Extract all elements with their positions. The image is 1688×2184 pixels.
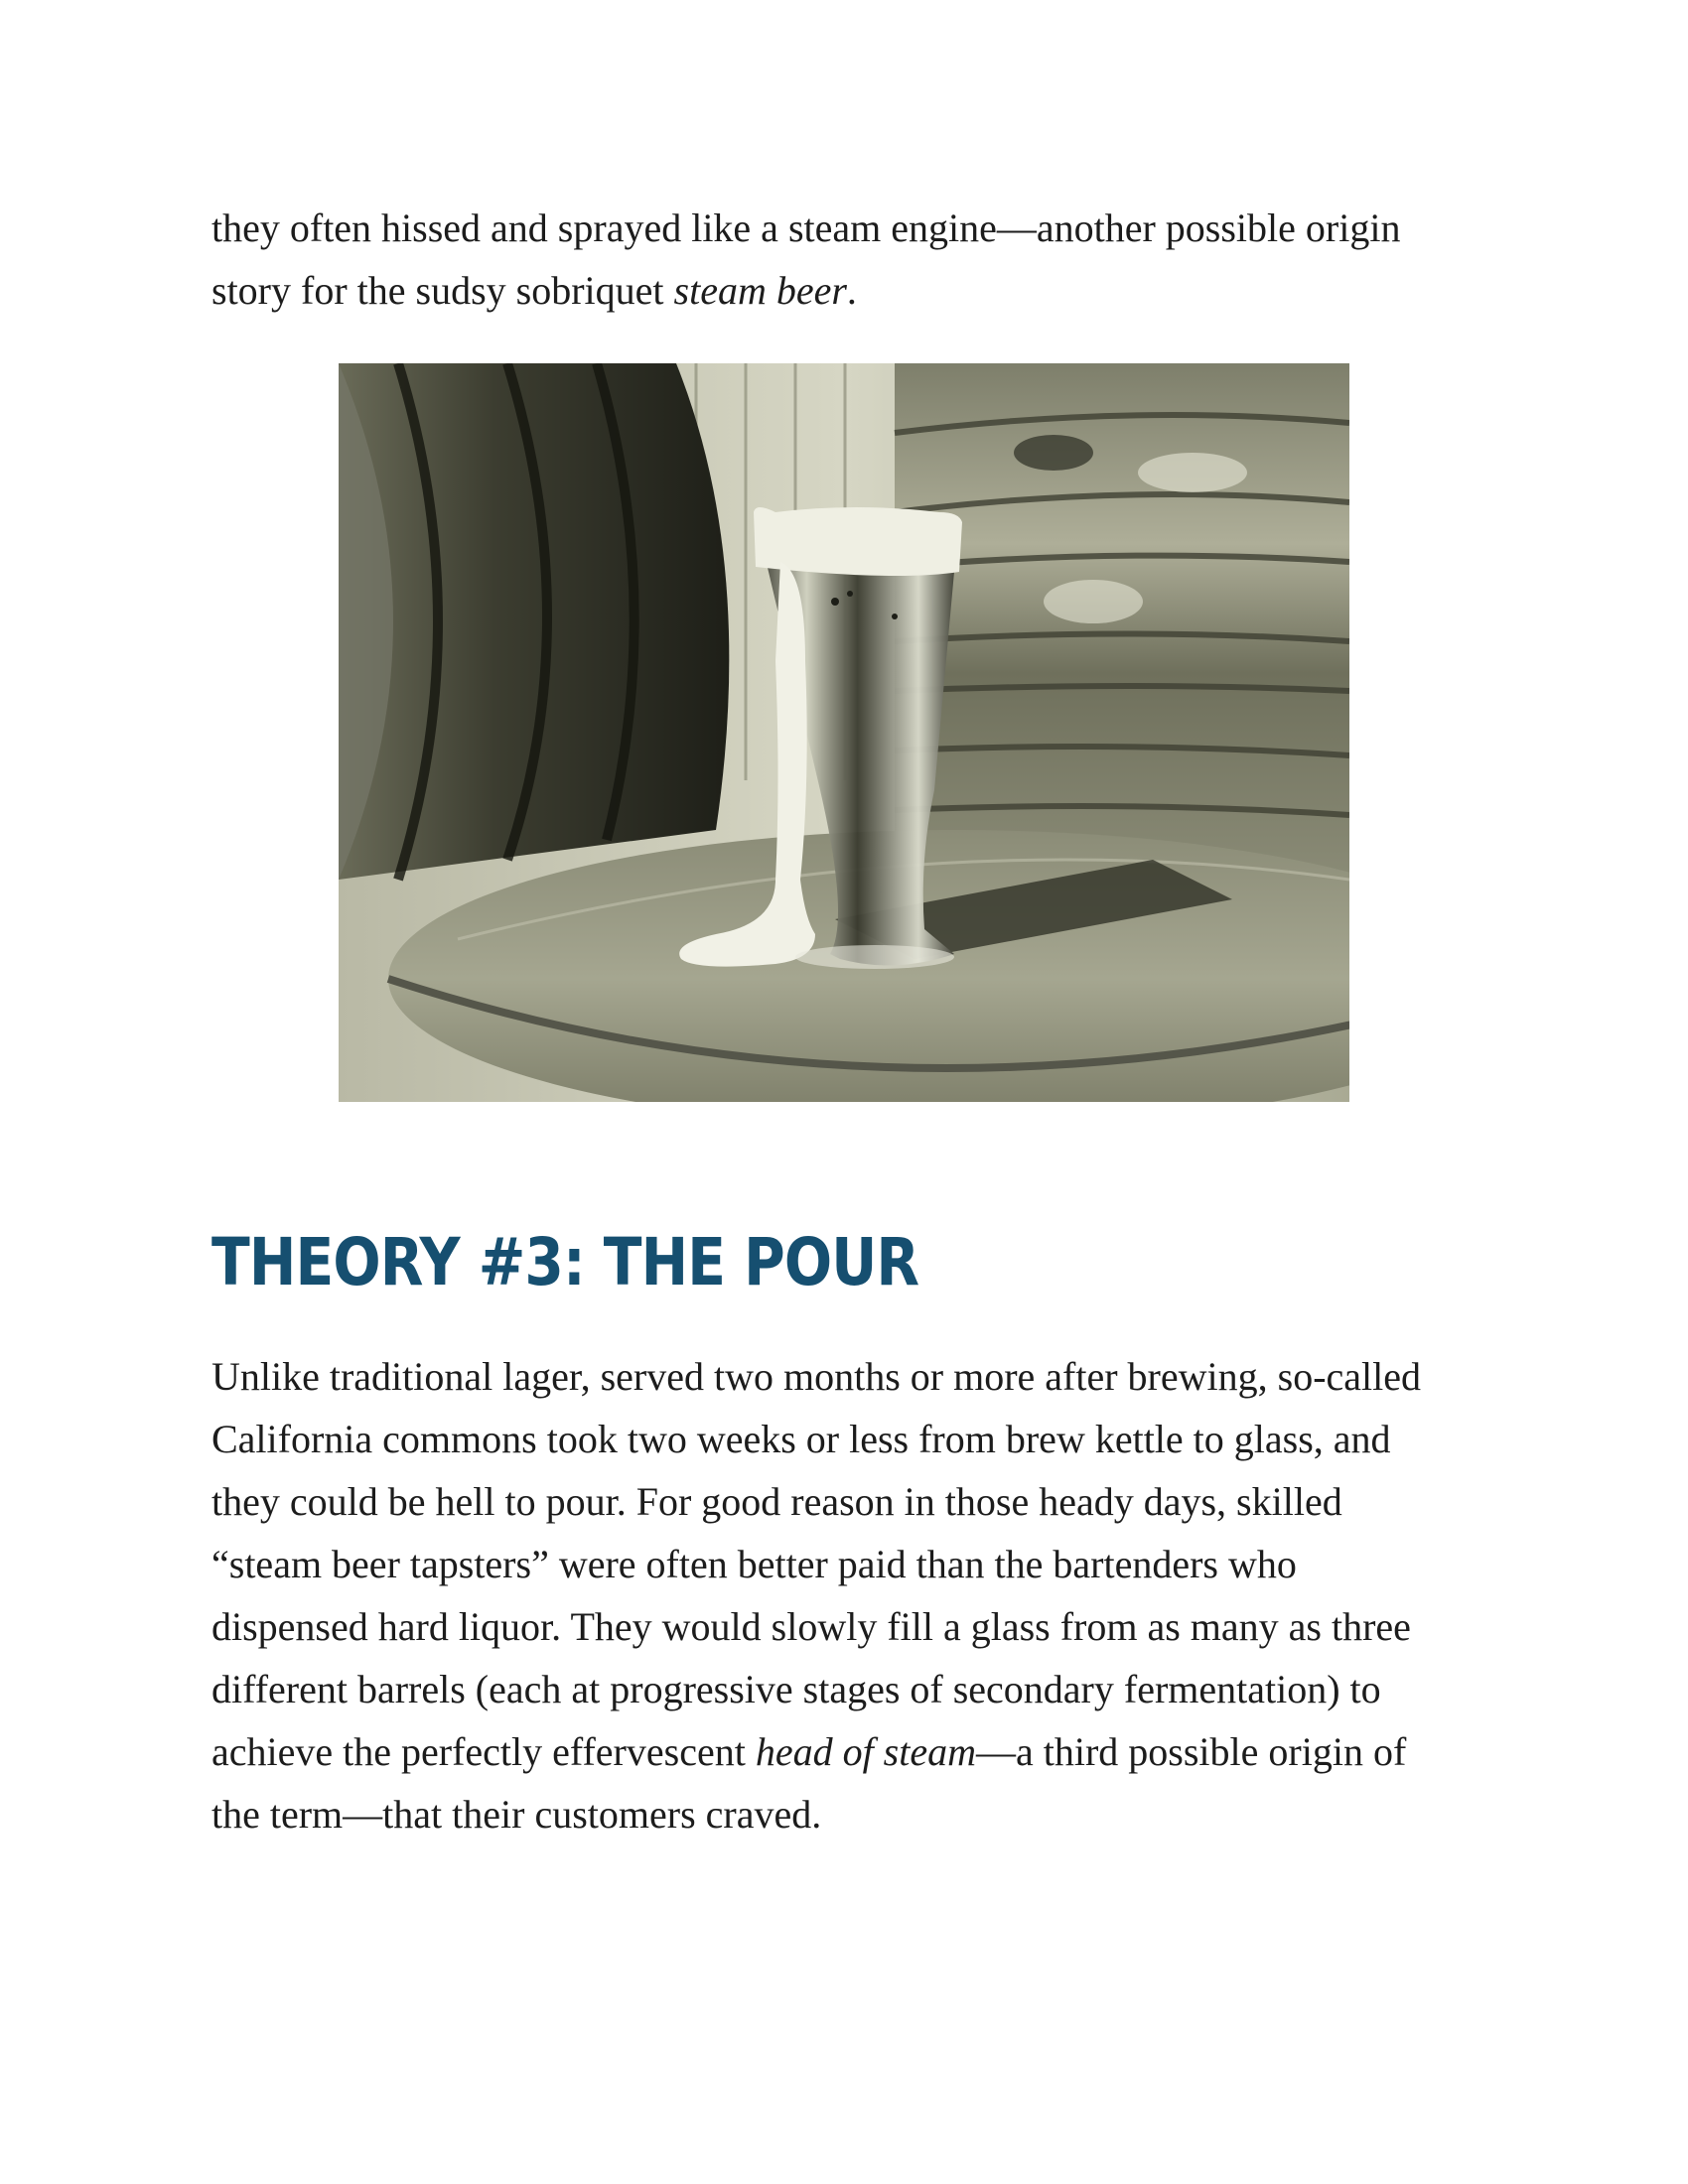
body-line-6: different barrels (each at progressive stages of secondary fermentation) to	[211, 1667, 1381, 1711]
intro-line-2-text: story for the sudsy sobriquet	[211, 268, 674, 313]
body-line-8: the term—that their customers craved.	[211, 1792, 822, 1837]
section-heading: THEORY #3: THE POUR	[211, 1224, 919, 1300]
body-paragraph	[211, 1345, 1502, 1845]
body-line-1: Unlike traditional lager, served two months or more after brewing, so-called	[211, 1354, 1422, 1399]
body-line-4: “steam beer tapsters” were often better paid than the bartenders who	[211, 1542, 1297, 1586]
body-line-7-text: achieve the perfectly effervescent	[211, 1729, 756, 1774]
intro-line-2	[211, 259, 1502, 322]
body-line-3: they could be hell to pour. For good reason in those heady days, skilled	[211, 1479, 1342, 1524]
body-line-5: dispensed hard liquor. They would slowly fill a glass from as many as three	[211, 1604, 1411, 1649]
body-line-2: California commons took two weeks or less from brew kettle to glass, and	[211, 1417, 1391, 1461]
steam-beer-term: steam beer	[673, 268, 847, 313]
body-line-7-end: —a third possible origin of	[976, 1729, 1407, 1774]
intro-line-1: they often hissed and sprayed like a steam engine—another possible origin	[211, 205, 1401, 250]
intro-paragraph	[211, 197, 1502, 322]
intro-line-2-end: .	[846, 268, 857, 313]
beer-glass-photo	[339, 363, 1349, 1102]
head-of-steam-term: head of steam	[755, 1729, 976, 1774]
body-line-7	[211, 1720, 1502, 1783]
